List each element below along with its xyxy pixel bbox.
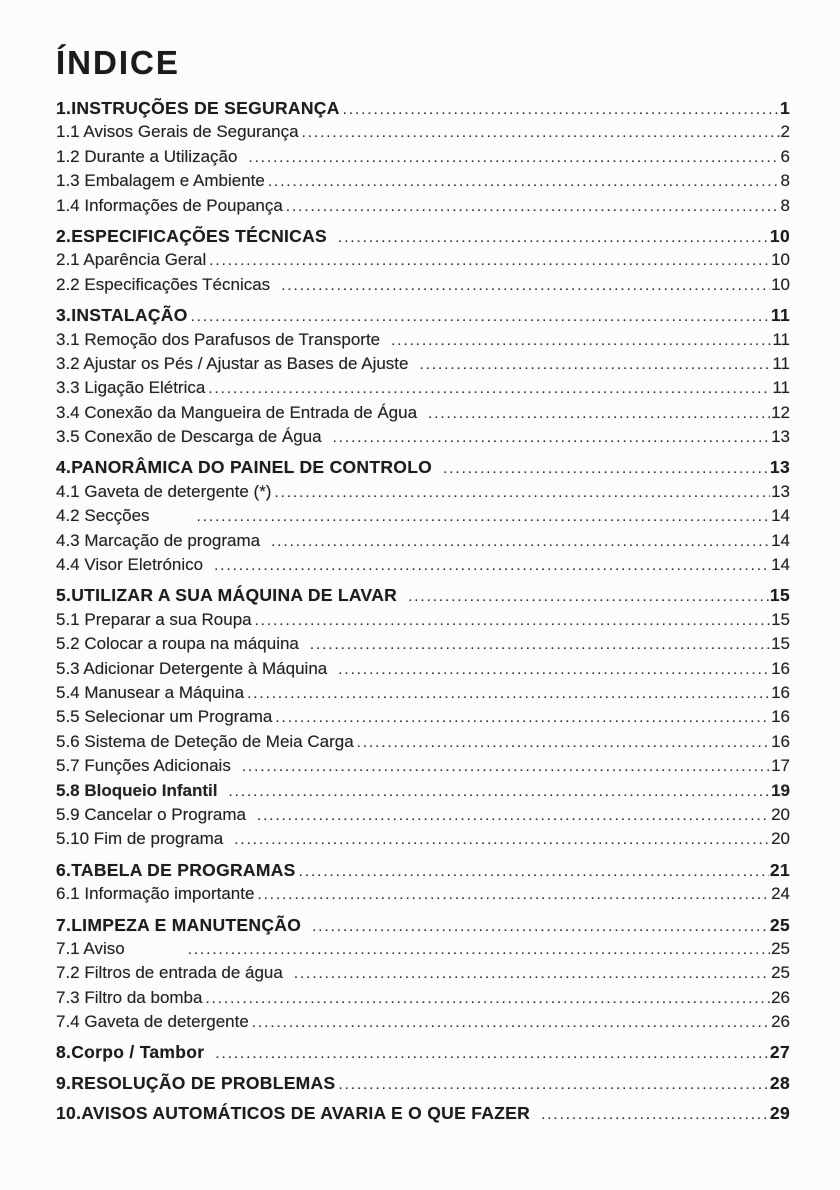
toc-row [56,273,790,297]
toc-entry-label: 5.6 Sistema de Deteção de Meia Carga [56,731,354,751]
dot-leader [268,169,780,194]
dot-leader [286,194,780,219]
toc-row [56,583,790,607]
toc-row [56,1071,790,1095]
toc-row [56,480,790,504]
dot-leader [310,632,770,657]
toc-row [56,730,790,754]
toc-entry-label: 8.Corpo / Tambor [56,1042,205,1063]
toc-entry-label: 4.2 Secções [56,506,150,526]
toc-entry-label: 5.5 Selecionar um Programa [56,707,273,727]
dot-leader [257,803,770,828]
toc-entry-label: 4.1 Gaveta de detergente (*) [56,481,272,501]
dot-leader [312,913,769,939]
toc-row [56,352,790,376]
toc-entry-label: 4.3 Marcação de programa [56,530,261,550]
toc-row [56,224,790,248]
toc-entry-page: 15 [771,634,790,654]
toc-row [56,986,790,1010]
toc-entry-label: 5.8 Bloqueio Infantil [56,780,218,800]
toc-entry-page: 13 [771,427,790,447]
toc-entry-page: 25 [771,938,790,958]
toc-row [56,248,790,272]
dot-leader [338,657,770,682]
dot-leader [215,1040,769,1066]
toc-row [56,504,790,528]
toc-row [56,913,790,937]
toc-row [56,657,790,681]
toc-entry-label: 5.2 Colocar a roupa na máquina [56,634,299,654]
toc-entry-label: 5.9 Cancelar o Programa [56,804,246,824]
page-title: ÍNDICE [56,44,180,81]
toc-entry-label: 7.3 Filtro da bomba [56,987,203,1007]
toc-entry-label: 5.3 Adicionar Detergente à Máquina [56,658,328,678]
toc-row [56,120,790,144]
dot-leader [333,425,771,450]
toc-row [56,827,790,851]
dot-leader [188,937,770,962]
toc-row [56,681,790,705]
dot-leader [209,248,770,273]
toc-entry-label: 7.LIMPEZA E MANUTENÇÃO [56,914,302,935]
dot-leader [247,681,770,706]
toc-entry-page: 11 [772,353,790,373]
dot-leader [197,504,771,529]
toc-entry-page: 20 [771,804,790,824]
toc-entry-page: 8 [780,171,790,191]
dot-leader [274,480,770,505]
dot-leader [257,882,770,907]
toc-entry-label: 2.ESPECIFICAÇÕES TÉCNICAS [56,225,328,246]
toc-entry-label: 7.2 Filtros de entrada de água [56,963,283,983]
toc-row [56,401,790,425]
dot-leader [299,858,769,884]
toc-entry-page: 17 [771,756,790,776]
toc-entry-label: 1.3 Embalagem e Ambiente [56,171,265,191]
toc-row [56,779,790,803]
dot-leader [275,705,770,730]
toc-entry-page: 25 [769,914,790,935]
toc-row [56,425,790,449]
toc-row [56,961,790,985]
toc-entry-page: 20 [771,829,790,849]
dot-leader [229,779,771,804]
toc-entry-page: 11 [772,378,790,398]
toc-entry-page: 29 [769,1103,790,1124]
toc-entry-label: 5.UTILIZAR A SUA MÁQUINA DE LAVAR [56,585,398,606]
toc-entry-page: 8 [780,195,790,215]
toc-entry-page: 28 [769,1072,790,1093]
toc-entry-page: 13 [771,481,790,501]
toc-entry-label: 2.1 Aparência Geral [56,250,207,270]
toc-entry-page: 25 [771,963,790,983]
toc-row [56,858,790,882]
toc-row [56,169,790,193]
toc-entry-label: 1.1 Avisos Gerais de Segurança [56,122,299,142]
toc-entry-page: 2 [780,122,790,142]
toc-entry-label: 3.1 Remoção dos Parafusos de Transporte [56,329,381,349]
toc-row [56,803,790,827]
dot-leader [271,529,770,554]
toc-entry-page: 16 [771,658,790,678]
toc-row [56,882,790,906]
dot-leader [242,754,770,779]
dot-leader [391,328,771,353]
dot-leader [234,827,770,852]
toc-entry-label: 1.2 Durante a Utilização [56,146,238,166]
toc-entry-label: 5.7 Funções Adicionais [56,756,231,776]
toc-row [56,632,790,656]
dot-leader [408,583,769,609]
dot-leader [357,730,770,755]
toc-list [56,96,790,1126]
toc-entry-label: 1.4 Informações de Poupança [56,195,283,215]
dot-leader [281,273,770,298]
toc-entry-label: 6.TABELA DE PROGRAMAS [56,859,296,880]
toc-row [56,937,790,961]
toc-row [56,1010,790,1034]
toc-entry-label: 3.2 Ajustar os Pés / Ajustar as Bases de Ajuste [56,353,409,373]
dot-leader [541,1101,769,1127]
dot-leader [294,961,770,986]
dot-leader [338,224,769,250]
toc-entry-page: 10 [771,274,790,294]
toc-row [56,328,790,352]
toc-row [56,705,790,729]
toc-entry-page: 1 [779,98,790,118]
dot-leader [343,96,779,122]
dot-leader [419,352,771,377]
toc-row [56,754,790,778]
toc-entry-page: 14 [771,555,790,575]
toc-entry-page: 14 [771,530,790,550]
toc-entry-page: 21 [769,859,790,880]
toc-row [56,608,790,632]
dot-leader [252,1010,770,1035]
toc-entry-label: 7.1 Aviso [56,938,125,958]
toc-entry-label: 3.INSTALAÇÃO [56,305,188,326]
toc-entry-page: 14 [771,506,790,526]
toc-entry-page: 6 [780,146,790,166]
toc-entry-page: 11 [772,329,790,349]
toc-entry-label: 3.3 Ligação Elétrica [56,378,206,398]
toc-entry-label: 5.1 Preparar a sua Roupa [56,609,252,629]
dot-leader [255,608,770,633]
toc-entry-page: 10 [771,250,790,270]
toc-entry-page: 15 [769,585,790,606]
dot-leader [205,986,770,1011]
toc-entry-label: 2.2 Especificações Técnicas [56,274,271,294]
toc-row [56,194,790,218]
toc-entry-label: 4.PANORÂMICA DO PAINEL DE CONTROLO [56,457,433,478]
toc-entry-page: 13 [769,457,790,478]
toc-entry-label: 7.4 Gaveta de detergente [56,1012,249,1032]
toc-entry-page: 16 [771,682,790,702]
toc-row [56,145,790,169]
toc-entry-label: 5.10 Fim de programa [56,829,224,849]
toc-entry-page: 19 [771,780,790,800]
toc-entry-page: 27 [769,1042,790,1063]
dot-leader [208,376,771,401]
toc-row [56,303,790,327]
dot-leader [338,1071,768,1097]
toc-entry-page: 15 [771,609,790,629]
toc-entry-label: 3.4 Conexão da Mangueira de Entrada de Água [56,402,418,422]
toc-row [56,1040,790,1064]
dot-leader [191,303,770,329]
toc-entry-label: 9.RESOLUÇÃO DE PROBLEMAS [56,1072,336,1093]
toc-entry-label: 4.4 Visor Eletrónico [56,555,204,575]
toc-row [56,455,790,479]
toc-entry-page: 10 [769,225,790,246]
toc-row [56,529,790,553]
toc-entry-page: 12 [771,402,790,422]
toc-entry-label: 1.INSTRUÇÕES DE SEGURANÇA [56,98,340,118]
dot-leader [214,553,770,578]
dot-leader [302,120,780,145]
toc-entry-label: 10.AVISOS AUTOMÁTICOS DE AVARIA E O QUE FAZER [56,1103,531,1124]
toc-row [56,376,790,400]
toc-row [56,96,790,120]
toc-entry-label: 5.4 Manusear a Máquina [56,682,245,702]
toc-entry-page: 11 [770,305,790,326]
toc-row [56,1101,790,1125]
toc-entry-label: 6.1 Informação importante [56,884,255,904]
dot-leader [428,401,770,426]
toc-entry-page: 26 [771,1012,790,1032]
toc-entry-page: 16 [771,731,790,751]
toc-entry-page: 26 [771,987,790,1007]
dot-leader [248,145,779,170]
toc-entry-page: 24 [771,884,790,904]
toc-row [56,553,790,577]
dot-leader [443,455,769,481]
toc-entry-page: 16 [771,707,790,727]
toc-entry-label: 3.5 Conexão de Descarga de Água [56,427,322,447]
